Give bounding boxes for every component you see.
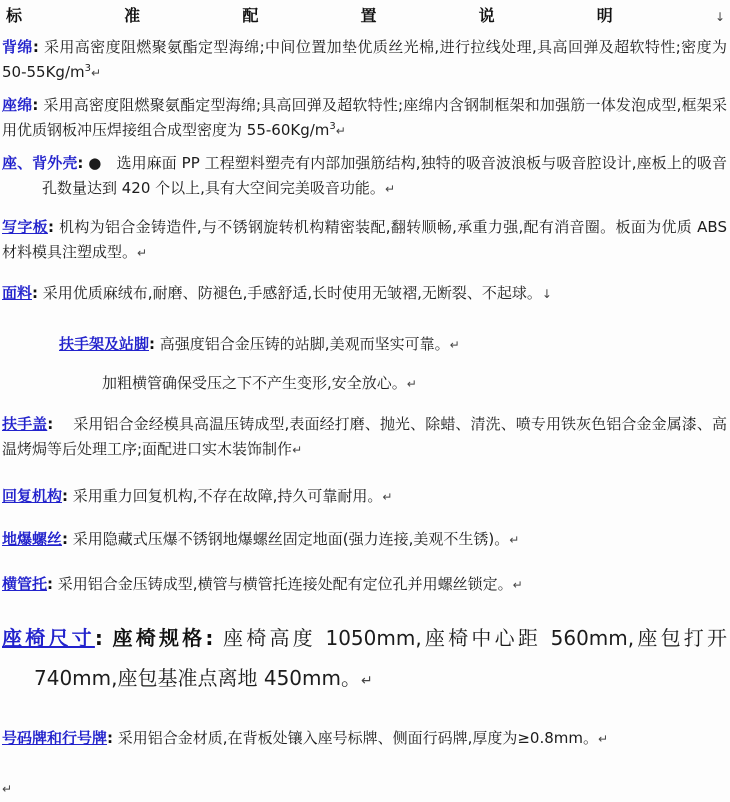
pilcrow-mark: ↵ <box>449 338 460 352</box>
linebreak-mark: ↓ <box>541 287 552 301</box>
section-floor-bolt <box>2 527 727 553</box>
pilcrow-mark: ↵ <box>382 490 393 504</box>
section-label: 回复机构 <box>2 487 63 505</box>
section-body: 采用优质麻绒布,耐磨、防褪色,手感舒适,长时使用无皱褶,无断裂、不起球。 <box>42 284 542 302</box>
section-body: 座椅高度 1050mm,座椅中心距 560mm,座包打开 740mm,座包基准点离地 450mm。 <box>34 626 728 690</box>
section-armrest-frame-note <box>102 371 727 397</box>
linebreak-mark: ↓ <box>714 10 725 24</box>
section-writing-board <box>2 215 727 266</box>
section-label: 扶手盖 <box>2 415 48 433</box>
section-body: 采用铝合金经模具高温压铸成型,表面经打磨、抛光、除蜡、清洗、喷专用铁灰色铝合金金属漆、高温烤焗等后处理工序;面配进口实木装饰制作 <box>2 415 727 458</box>
section-seat-foam <box>2 93 727 144</box>
title-char: 置 <box>360 6 377 25</box>
title-char: 明 <box>596 6 613 25</box>
pilcrow-mark: ↵ <box>137 246 148 260</box>
pilcrow-mark: ↵ <box>2 782 13 796</box>
section-sublabel: 座椅规格: <box>112 626 214 650</box>
label-colon: : <box>62 530 69 548</box>
section-back-foam <box>2 35 727 86</box>
section-return-mechanism <box>2 484 727 510</box>
pilcrow-mark: ↵ <box>406 377 417 391</box>
section-label: 写字板 <box>2 218 48 236</box>
document-title <box>2 2 727 30</box>
label-colon: : <box>32 38 39 56</box>
pilcrow-mark: ↵ <box>597 732 609 746</box>
section-body: 采用高密度阻燃聚氨酯定型海绵;具高回弹及超软特性;座绵内含钢制框架和加强筋一体发泡成型,框架采用优质钢板冲压焊接组合成型密度为 55-60Kg/m <box>2 96 727 139</box>
section-seat-dimensions <box>2 618 727 701</box>
section-label: 座椅尺寸 <box>2 626 95 650</box>
superscript: 3 <box>84 63 91 74</box>
section-body: 采用重力回复机构,不存在故障,持久可靠耐用。 <box>72 487 383 505</box>
section-body: 采用隐藏式压爆不锈钢地爆螺丝固定地面(强力连接,美观不生锈)。 <box>72 530 510 548</box>
section-label: 横管托 <box>2 575 48 593</box>
section-body: 机构为铝合金铸造件,与不锈钢旋转机构精密装配,翻转顺畅,承重力强,配有消音圈。板面为优质 ABS 材料模具注塑成型。 <box>2 218 727 261</box>
section-body: 加粗横管确保受压之下不产生变形,安全放心。 <box>102 374 407 392</box>
section-label: 面料 <box>2 284 33 302</box>
title-char: 标 <box>6 6 23 25</box>
section-shell <box>2 151 727 202</box>
section-armrest-frame <box>59 332 727 358</box>
section-body: 采用铝合金压铸成型,横管与横管托连接处配有定位孔并用螺丝锁定。 <box>57 575 513 593</box>
title-char: 说 <box>478 6 495 25</box>
section-body: ● 选用麻面 PP 工程塑料塑壳有内部加强筋结构,独特的吸音波浪板与吸音腔设计,座板上的吸音孔数量达到 420 个以上,具有大空间完美吸音功能。 <box>42 154 727 197</box>
label-colon: : <box>77 154 84 172</box>
trailing-paragraph <box>2 776 727 802</box>
label-colon: : <box>47 575 54 593</box>
pilcrow-mark: ↵ <box>384 182 395 196</box>
label-colon: : <box>94 626 103 650</box>
section-label: 扶手架及站脚 <box>59 335 150 353</box>
section-armrest-cover <box>2 412 727 463</box>
label-colon: : <box>62 487 69 505</box>
title-char: 准 <box>124 6 141 25</box>
label-colon: : <box>107 729 114 747</box>
section-crossbar-bracket <box>2 572 727 598</box>
pilcrow-mark: ↵ <box>335 124 346 138</box>
pilcrow-mark: ↵ <box>361 673 373 689</box>
superscript: 3 <box>329 121 336 132</box>
section-label: 座、背外壳 <box>2 154 78 172</box>
pilcrow-mark: ↵ <box>509 533 520 547</box>
label-colon: : <box>149 335 156 353</box>
section-label: 座绵 <box>2 96 33 114</box>
label-colon: : <box>47 218 54 236</box>
section-body: 高强度铝合金压铸的站脚,美观而坚实可靠。 <box>159 335 450 353</box>
label-colon: : <box>47 415 54 433</box>
section-fabric <box>2 281 727 307</box>
section-number-plates <box>2 726 727 752</box>
pilcrow-mark: ↵ <box>91 66 102 80</box>
pilcrow-mark: ↵ <box>512 578 523 592</box>
section-label: 背绵 <box>2 38 33 56</box>
label-colon: : <box>32 96 39 114</box>
pilcrow-mark: ↵ <box>292 443 303 457</box>
label-colon: : <box>32 284 39 302</box>
section-label: 号码牌和行号牌 <box>2 729 108 747</box>
section-body: 采用高密度阻燃聚氨酯定型海绵;中间位置加垫优质丝光棉,进行拉线处理,具高回弹及超软特性;密度为 50-55Kg/m <box>2 38 727 81</box>
section-label: 地爆螺丝 <box>2 530 63 548</box>
section-body: 采用铝合金材质,在背板处镶入座号标牌、侧面行码牌,厚度为≥0.8mm。 <box>117 729 598 747</box>
title-char: 配 <box>242 6 259 25</box>
